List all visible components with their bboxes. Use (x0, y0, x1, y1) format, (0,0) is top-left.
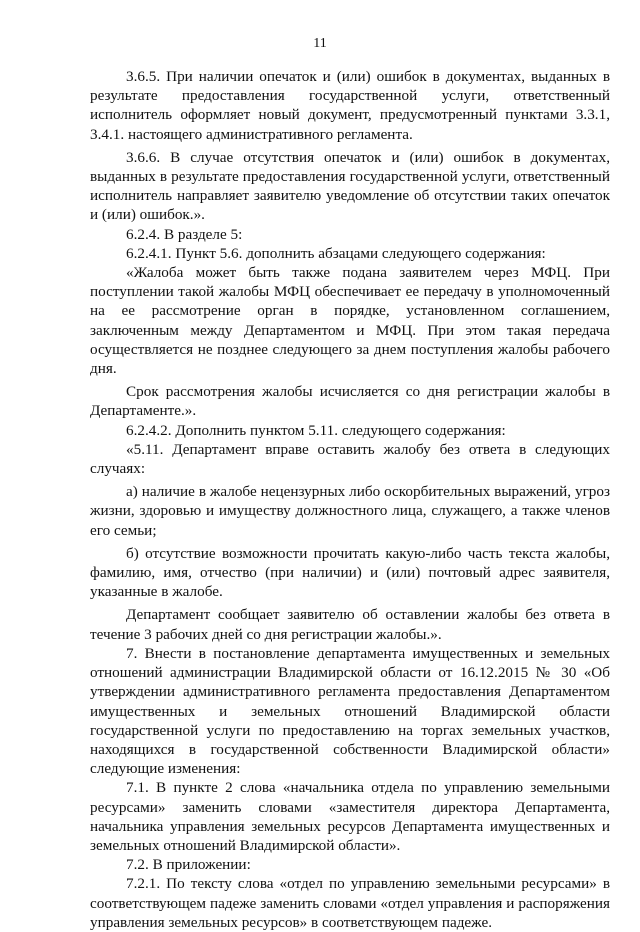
paragraph-7-2-1: 7.2.1. По тексту слова «отдел по управлению земельными ресурсами» в соответствующем падеже заменить словами «отдел управления и распоряжения управления земельных ресурсов» в соответствующем падеже. (90, 875, 610, 931)
paragraph-department-notice: Департамент сообщает заявителю об оставлении жалобы без ответа в течение 3 рабочих дней со дня регистрации жалобы.». (90, 606, 610, 643)
page-number: 11 (313, 36, 327, 51)
paragraph-3-6-6: 3.6.6. В случае отсутствия опечаток и (или) ошибок в документах, выданных в результате предоставления государственной услуги, ответственный исполнитель направляет заявителю уведомление об отсутствии таких опечаток и (или) ошибок.». (90, 148, 610, 224)
paragraph-7-2: 7.2. В приложении: (126, 856, 251, 874)
document-body (90, 67, 610, 932)
paragraph-6-2-4-1: 6.2.4.1. Пункт 5.6. дополнить абзацами следующего содержания: (126, 244, 546, 262)
paragraph-item-b: б) отсутствие возможности прочитать какую-либо часть текста жалобы, фамилию, имя, отчество (при наличии) и (или) почтовый адрес заявителя, указанные в жалобе. (90, 544, 610, 601)
paragraph-complaint-term: Срок рассмотрения жалобы исчисляется со дня регистрации жалобы в Департаменте.». (90, 383, 610, 420)
paragraph-7: 7. Внести в постановление департамента имущественных и земельных отношений администрации Владимирской области от 16.12.2015 № 30 «Об утверждении административного регламента предоставления Департаментом имущественных и земельных отношений Владимирской области государственной услуги по предоставлению на торгах земельных участков, находящихся в государственной собственности Владимирской области» следующие изменения: (90, 644, 610, 778)
paragraph-item-a: а) наличие в жалобе нецензурных либо оскорбительных выражений, угроз жизни, здоровью и имуществу должностного лица, служащего, а также членов его семьи; (90, 483, 610, 539)
paragraph-7-1: 7.1. В пункте 2 слова «начальника отдела по управлению земельными ресурсами» заменить словами «заместителя директора Департамента, начальника управления земельных ресурсов Департамента имущественных и земельных отношений Владимирской области». (90, 779, 610, 854)
paragraph-3-6-5: 3.6.5. При наличии опечаток и (или) ошибок в документах, выданных в результате предоставления государственной услуги, ответственный исполнитель оформляет новый документ, предусмотренный пунктами 3.3.1, 3.4.1. настоящего административного регламента. (90, 68, 610, 143)
paragraph-6-2-4: 6.2.4. В разделе 5: (126, 225, 243, 243)
paragraph-6-2-4-2: 6.2.4.2. Дополнить пунктом 5.11. следующего содержания: (126, 421, 506, 439)
paragraph-5-11: «5.11. Департамент вправе оставить жалобу без ответа в следующих случаях: (90, 440, 610, 478)
paragraph-complaint-mfc: «Жалоба может быть также подана заявителем через МФЦ. При поступлении такой жалобы МФЦ обеспечивает ее передачу в уполномоченный на ее рассмотрение орган в порядке, установленном соглашением, заключенным между Департаментом и МФЦ. При этом такая передача осуществляется не позднее следующего за днем поступления жалобы рабочего дня. (90, 264, 610, 378)
